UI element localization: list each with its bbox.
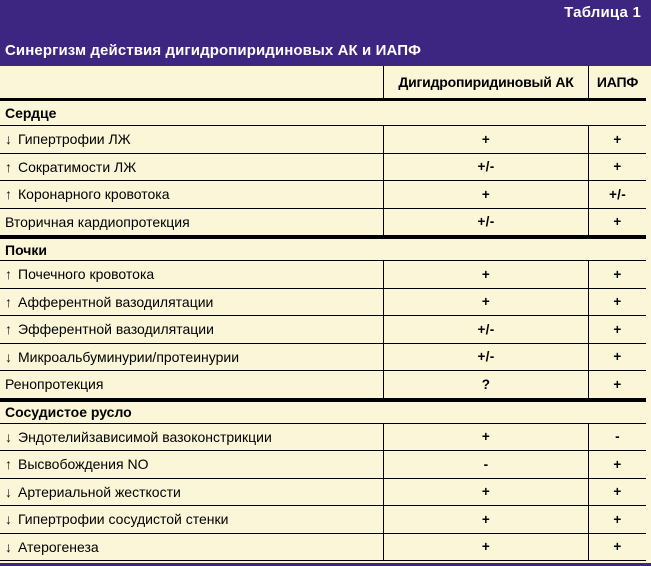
header-band xyxy=(0,0,651,66)
value-cell-iapf: + xyxy=(588,209,646,236)
value-cell-iapf: + xyxy=(588,126,646,153)
row-label: Коронарного кровотока xyxy=(18,186,170,203)
arrow-down-icon: ↓ xyxy=(5,511,12,528)
arrow-up-icon: ↑ xyxy=(5,293,12,310)
row-label: Микроальбуминурии/протеинурии xyxy=(18,348,240,365)
row-label: Высвобождения NO xyxy=(18,456,149,473)
section-header: Сосудистое русло xyxy=(0,399,646,424)
row-label-cell xyxy=(0,181,383,208)
row-label: Гипертрофии сосудистой стенки xyxy=(18,511,229,528)
arrow-up-icon: ↑ xyxy=(5,186,12,203)
value-cell-iapf: + xyxy=(588,479,646,506)
section-header: Почки xyxy=(0,236,646,261)
value-cell-iapf: + xyxy=(588,289,646,316)
column-header-iapf-label: ИАПФ xyxy=(596,74,639,90)
table-row xyxy=(0,371,646,399)
table-row xyxy=(0,154,646,182)
arrow-up-icon: ↑ xyxy=(5,158,12,175)
value-cell-ak: +/- xyxy=(383,316,588,343)
arrow-down-icon: ↓ xyxy=(5,348,12,365)
value-cell-iapf: + xyxy=(588,506,646,533)
row-label-cell xyxy=(0,289,383,316)
value-cell-iapf: + xyxy=(588,344,646,371)
value-cell-ak: - xyxy=(383,451,588,478)
value-cell-ak: + xyxy=(383,424,588,451)
column-header-ak-label: Дигидропиридиновый АК xyxy=(398,74,574,90)
row-label: Вторичная кардиопротекция xyxy=(5,213,190,230)
table-number-label: Таблица 1 xyxy=(564,4,641,21)
row-label: Эфферентной вазодилятации xyxy=(18,321,214,338)
row-label-cell xyxy=(0,261,383,288)
row-label: Афферентной вазодилятации xyxy=(18,293,214,310)
value-cell-ak: + xyxy=(383,261,588,288)
table-row xyxy=(0,451,646,479)
value-cell-iapf: +/- xyxy=(588,181,646,208)
row-label-cell xyxy=(0,344,383,371)
row-label-cell xyxy=(0,451,383,478)
section-header: Сердце xyxy=(0,101,646,126)
row-label-cell xyxy=(0,506,383,533)
table-row xyxy=(0,126,646,154)
table-row xyxy=(0,209,646,237)
row-label: Эндотелийзависимой вазоконстрикции xyxy=(18,428,272,445)
value-cell-iapf: + xyxy=(588,316,646,343)
value-cell-iapf: - xyxy=(588,424,646,451)
table-row xyxy=(0,344,646,372)
table-row xyxy=(0,181,646,209)
row-label: Атерогенеза xyxy=(18,538,99,555)
value-cell-ak: ? xyxy=(383,371,588,398)
value-cell-iapf: + xyxy=(588,534,646,561)
value-cell-ak: + xyxy=(383,506,588,533)
arrow-down-icon: ↓ xyxy=(5,483,12,500)
row-label-cell xyxy=(0,371,383,398)
arrow-up-icon: ↑ xyxy=(5,456,12,473)
row-label: Сократимости ЛЖ xyxy=(18,158,137,175)
value-cell-iapf: + xyxy=(588,261,646,288)
column-header-empty xyxy=(0,66,383,98)
value-cell-ak: +/- xyxy=(383,344,588,371)
page-title: Синергизм действия дигидропиридиновых АК и ИАПФ xyxy=(5,42,422,59)
table-row xyxy=(0,534,646,562)
value-cell-ak: + xyxy=(383,479,588,506)
row-label: Артериальной жесткости xyxy=(18,483,181,500)
value-cell-iapf: + xyxy=(588,371,646,398)
table-row xyxy=(0,261,646,289)
table-row xyxy=(0,316,646,344)
table-row xyxy=(0,424,646,452)
arrow-down-icon: ↓ xyxy=(5,428,12,445)
row-label-cell xyxy=(0,534,383,561)
column-header-ak xyxy=(383,66,588,98)
arrow-down-icon: ↓ xyxy=(5,131,12,148)
value-cell-ak: + xyxy=(383,289,588,316)
value-cell-iapf: + xyxy=(588,451,646,478)
table-row xyxy=(0,289,646,317)
synergy-table xyxy=(0,66,646,561)
row-label-cell xyxy=(0,316,383,343)
table-row xyxy=(0,479,646,507)
value-cell-iapf: + xyxy=(588,154,646,181)
column-header-row xyxy=(0,66,646,101)
table-row xyxy=(0,506,646,534)
value-cell-ak: + xyxy=(383,181,588,208)
row-label-cell xyxy=(0,209,383,236)
arrow-up-icon: ↑ xyxy=(5,321,12,338)
row-label-cell xyxy=(0,126,383,153)
row-label: Ренопротекция xyxy=(5,376,104,393)
row-label: Почечного кровотока xyxy=(18,266,155,283)
value-cell-ak: + xyxy=(383,126,588,153)
arrow-down-icon: ↓ xyxy=(5,538,12,555)
value-cell-ak: + xyxy=(383,534,588,561)
row-label-cell xyxy=(0,479,383,506)
arrow-up-icon: ↑ xyxy=(5,266,12,283)
row-label-cell xyxy=(0,424,383,451)
value-cell-ak: +/- xyxy=(383,154,588,181)
value-cell-ak: +/- xyxy=(383,209,588,236)
row-label: Гипертрофии ЛЖ xyxy=(18,131,131,148)
table-body xyxy=(0,101,646,561)
row-label-cell xyxy=(0,154,383,181)
column-header-iapf xyxy=(588,66,646,98)
